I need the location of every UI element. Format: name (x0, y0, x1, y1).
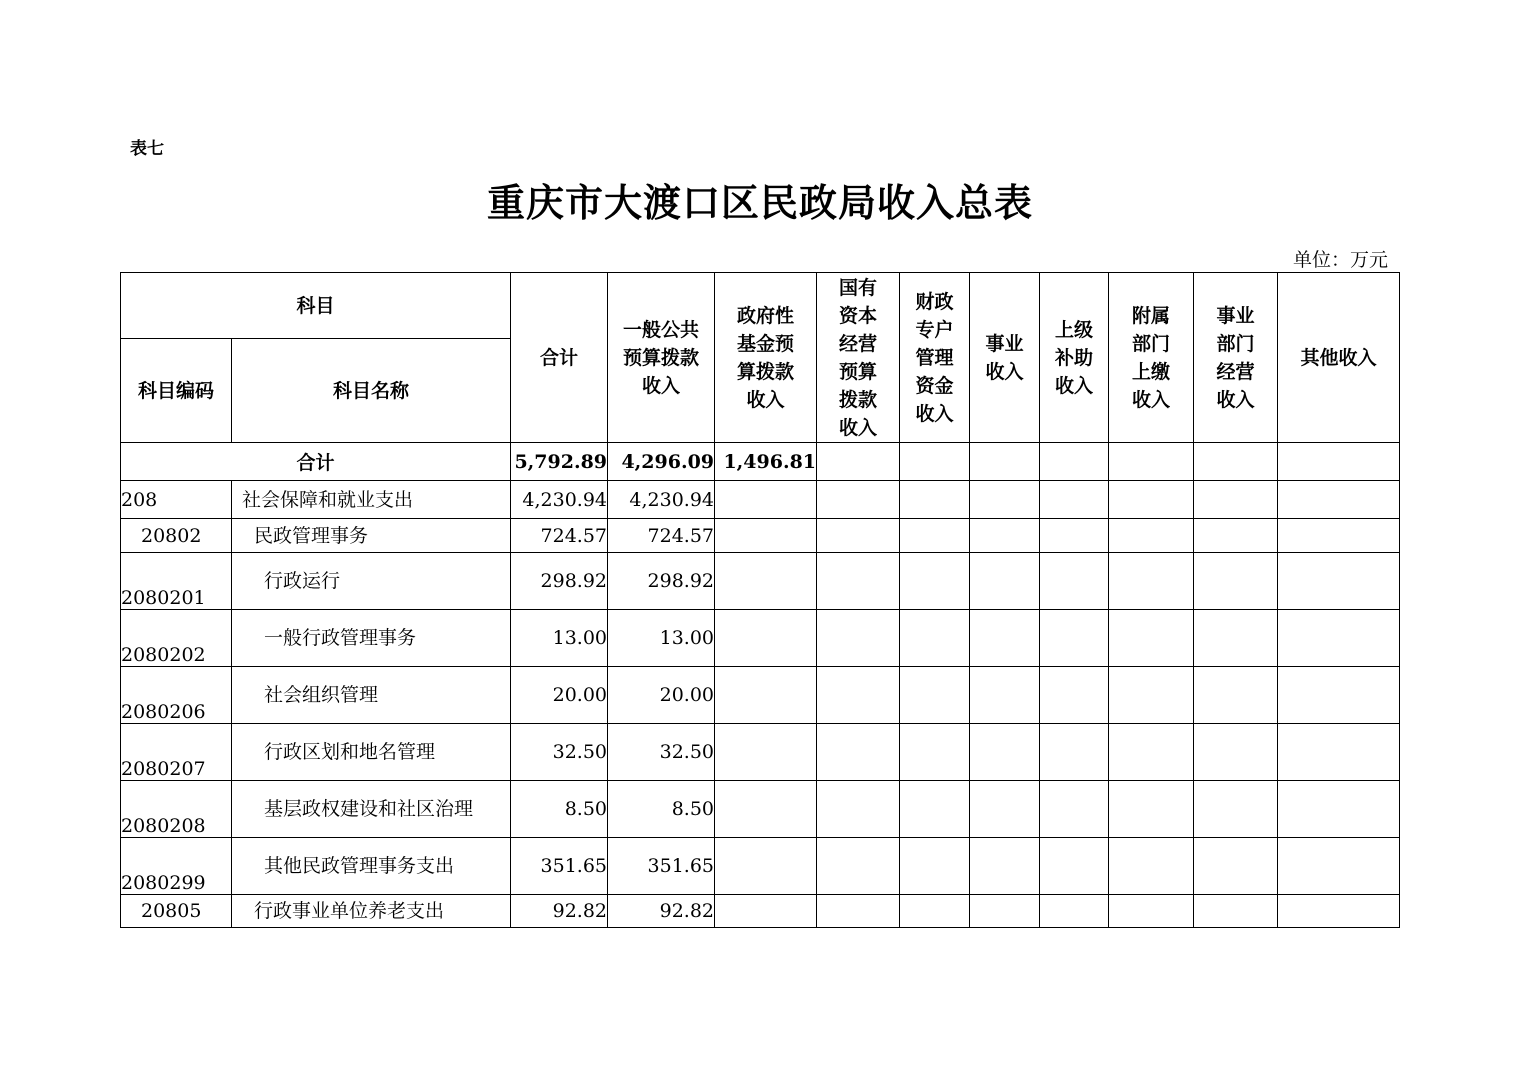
amount-cell: 92.82 (511, 895, 608, 928)
subject-code-cell: 2080299 (121, 838, 232, 895)
amount-cell (900, 667, 970, 724)
amount-cell: 8.50 (511, 781, 608, 838)
total-cell: 4,296.09 (608, 443, 715, 481)
amount-cell (970, 724, 1040, 781)
amount-cell: 298.92 (608, 553, 715, 610)
subject-name-cell: 民政管理事务 (232, 519, 511, 553)
amount-cell (1278, 724, 1400, 781)
total-cell (900, 443, 970, 481)
header-line: 收入 (1132, 388, 1171, 411)
amount-cell (1109, 838, 1194, 895)
document-title: 重庆市大渡口区民政局收入总表 (486, 180, 1033, 225)
subject-name-cell: 行政运行 (232, 553, 511, 610)
amount-cell (1109, 724, 1194, 781)
header-line: 其他收入 (1300, 346, 1377, 369)
table-row (121, 781, 1400, 838)
amount-cell: 92.82 (608, 895, 715, 928)
amount-cell (970, 895, 1040, 928)
subject-code-cell: 2080206 (121, 667, 232, 724)
subject-name-cell: 社会保障和就业支出 (232, 481, 511, 519)
col-header-affiliate-remit (1109, 273, 1194, 443)
subject-code-cell: 208 (121, 481, 232, 519)
col-header-fiscal-account (900, 273, 970, 443)
header-line: 上级 (1055, 318, 1094, 341)
header-line: 算拨款 (737, 360, 795, 383)
subject-code-cell: 20805 (121, 895, 232, 928)
amount-cell (715, 724, 817, 781)
col-header-gov-fund (715, 273, 817, 443)
amount-cell (970, 838, 1040, 895)
header-line: 管理 (915, 346, 954, 369)
amount-cell (1109, 553, 1194, 610)
amount-cell (1109, 610, 1194, 667)
amount-cell (900, 895, 970, 928)
total-cell (1278, 443, 1400, 481)
amount-cell (1194, 724, 1278, 781)
unit-label: 单位：万元 (1292, 249, 1388, 271)
subject-code-header: 科目编码 (121, 339, 232, 443)
amount-cell (900, 838, 970, 895)
table-body (121, 443, 1400, 928)
amount-cell (715, 667, 817, 724)
total-cell (970, 443, 1040, 481)
header-line: 经营 (1216, 360, 1255, 383)
table-row (121, 553, 1400, 610)
amount-cell (1278, 610, 1400, 667)
amount-cell (900, 519, 970, 553)
amount-cell: 20.00 (511, 667, 608, 724)
total-row-label: 合计 (121, 443, 511, 481)
header-line: 收入 (642, 374, 681, 397)
amount-cell: 351.65 (608, 838, 715, 895)
total-cell (1194, 443, 1278, 481)
amount-cell (1109, 667, 1194, 724)
amount-cell (1278, 481, 1400, 519)
header-line: 合计 (540, 346, 579, 369)
amount-cell (817, 895, 900, 928)
table-row (121, 610, 1400, 667)
amount-cell (817, 838, 900, 895)
subject-name-cell: 一般行政管理事务 (232, 610, 511, 667)
amount-cell (1278, 667, 1400, 724)
header-line: 收入 (839, 416, 878, 439)
amount-cell (1194, 838, 1278, 895)
subject-name-cell: 行政区划和地名管理 (232, 724, 511, 781)
subject-name-cell: 行政事业单位养老支出 (232, 895, 511, 928)
amount-cell (970, 481, 1040, 519)
amount-cell (1278, 838, 1400, 895)
amount-cell: 724.57 (511, 519, 608, 553)
header-line: 国有 (839, 276, 878, 299)
amount-cell (1194, 481, 1278, 519)
income-summary-table (120, 272, 1400, 928)
table-row (121, 895, 1400, 928)
total-cell: 5,792.89 (511, 443, 608, 481)
header-line: 收入 (1216, 388, 1255, 411)
col-header-total (511, 273, 608, 443)
amount-cell (1278, 895, 1400, 928)
amount-cell (715, 610, 817, 667)
subject-code-cell: 2080202 (121, 610, 232, 667)
total-cell (1040, 443, 1109, 481)
amount-cell (817, 610, 900, 667)
subject-name-cell: 社会组织管理 (232, 667, 511, 724)
amount-cell (970, 667, 1040, 724)
amount-cell: 13.00 (511, 610, 608, 667)
header-line: 资本 (839, 304, 878, 327)
amount-cell (715, 553, 817, 610)
amount-cell (1194, 781, 1278, 838)
header-line: 收入 (985, 360, 1024, 383)
amount-cell (817, 781, 900, 838)
amount-cell (715, 519, 817, 553)
col-header-business-operation (1194, 273, 1278, 443)
col-header-general-budget (608, 273, 715, 443)
amount-cell (817, 519, 900, 553)
header-line: 事业 (1216, 304, 1255, 327)
header-line: 预算拨款 (623, 346, 700, 369)
total-cell (1109, 443, 1194, 481)
subject-name-cell: 基层政权建设和社区治理 (232, 781, 511, 838)
amount-cell (900, 610, 970, 667)
amount-cell: 4,230.94 (608, 481, 715, 519)
total-cell: 1,496.81 (715, 443, 817, 481)
subject-code-cell: 2080201 (121, 553, 232, 610)
total-row (121, 443, 1400, 481)
amount-cell (1040, 781, 1109, 838)
amount-cell (1040, 481, 1109, 519)
header-line: 附属 (1132, 304, 1171, 327)
amount-cell (900, 724, 970, 781)
header-line: 专户 (915, 318, 954, 341)
header-line: 资金 (915, 374, 954, 397)
amount-cell (970, 781, 1040, 838)
amount-cell (1194, 895, 1278, 928)
amount-cell (1040, 895, 1109, 928)
subject-code-cell: 2080208 (121, 781, 232, 838)
header-line: 部门 (1132, 332, 1171, 355)
table-row (121, 481, 1400, 519)
amount-cell (1109, 781, 1194, 838)
amount-cell (715, 895, 817, 928)
subject-code-cell: 20802 (121, 519, 232, 553)
amount-cell (715, 481, 817, 519)
amount-cell (1278, 553, 1400, 610)
subject-group-header: 科目 (121, 273, 511, 339)
amount-cell: 8.50 (608, 781, 715, 838)
amount-cell (1040, 838, 1109, 895)
amount-cell (900, 553, 970, 610)
amount-cell (1040, 553, 1109, 610)
header-line: 拨款 (839, 388, 878, 411)
amount-cell (1040, 610, 1109, 667)
amount-cell (1194, 610, 1278, 667)
header-line: 政府性 (737, 304, 795, 327)
col-header-state-capital (817, 273, 900, 443)
header-line: 补助 (1055, 346, 1094, 369)
amount-cell: 32.50 (511, 724, 608, 781)
amount-cell (817, 553, 900, 610)
amount-cell: 4,230.94 (511, 481, 608, 519)
amount-cell (817, 481, 900, 519)
amount-cell: 724.57 (608, 519, 715, 553)
header-line: 预算 (839, 360, 878, 383)
table-number-label: 表七 (130, 139, 164, 159)
amount-cell: 32.50 (608, 724, 715, 781)
header-line: 收入 (746, 388, 785, 411)
header-line: 收入 (915, 402, 954, 425)
table-row (121, 724, 1400, 781)
header-line: 事业 (985, 332, 1024, 355)
header-line: 基金预 (737, 332, 795, 355)
amount-cell (1194, 519, 1278, 553)
amount-cell (1040, 724, 1109, 781)
amount-cell (1109, 895, 1194, 928)
total-cell (817, 443, 900, 481)
subject-name-header: 科目名称 (232, 339, 511, 443)
amount-cell (715, 781, 817, 838)
amount-cell (1040, 667, 1109, 724)
col-header-business-income (970, 273, 1040, 443)
amount-cell (970, 610, 1040, 667)
amount-cell (715, 838, 817, 895)
table-row (121, 519, 1400, 553)
amount-cell (817, 667, 900, 724)
amount-cell (1278, 519, 1400, 553)
header-line: 收入 (1055, 374, 1094, 397)
subject-name-cell: 其他民政管理事务支出 (232, 838, 511, 895)
amount-cell (970, 519, 1040, 553)
header-line: 部门 (1216, 332, 1255, 355)
col-header-other-income (1278, 273, 1400, 443)
table-row (121, 667, 1400, 724)
amount-cell: 351.65 (511, 838, 608, 895)
amount-cell (1194, 667, 1278, 724)
amount-cell (900, 481, 970, 519)
amount-cell (817, 724, 900, 781)
header-line: 一般公共 (623, 318, 700, 341)
amount-cell: 13.00 (608, 610, 715, 667)
amount-cell (1040, 519, 1109, 553)
table-row (121, 838, 1400, 895)
amount-cell (970, 553, 1040, 610)
amount-cell (900, 781, 970, 838)
amount-cell: 20.00 (608, 667, 715, 724)
amount-cell (1109, 519, 1194, 553)
header-line: 上缴 (1132, 360, 1171, 383)
amount-cell (1278, 781, 1400, 838)
col-header-superior-subsidy (1040, 273, 1109, 443)
header-line: 经营 (839, 332, 878, 355)
amount-cell (1109, 481, 1194, 519)
table-header (121, 273, 1400, 443)
amount-cell: 298.92 (511, 553, 608, 610)
header-line: 财政 (915, 290, 954, 313)
subject-code-cell: 2080207 (121, 724, 232, 781)
amount-cell (1194, 553, 1278, 610)
